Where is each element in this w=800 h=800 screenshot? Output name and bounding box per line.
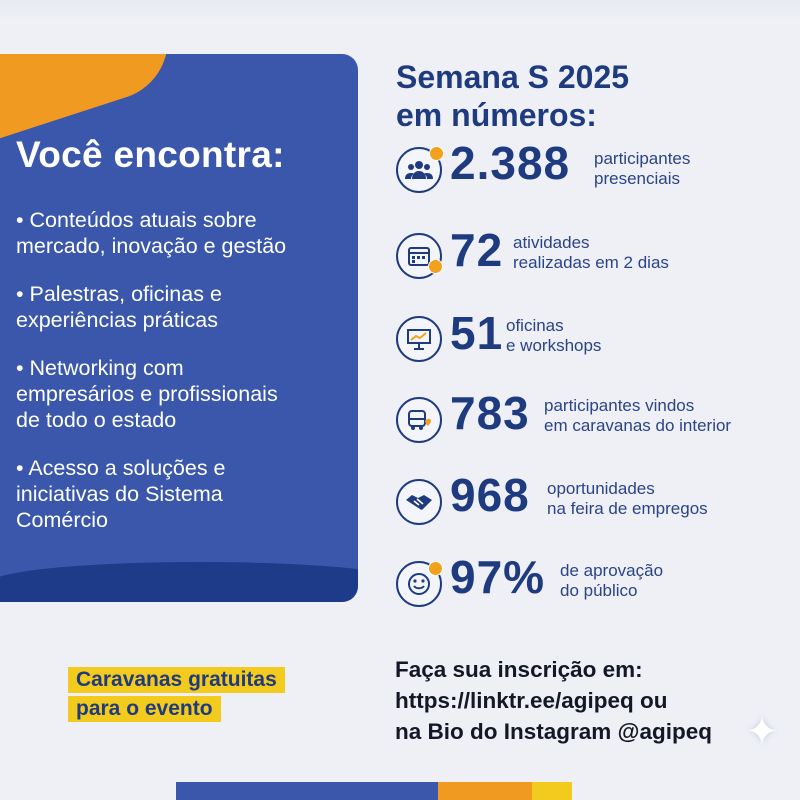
stat-item (396, 469, 796, 539)
bullet-line: de todo o estado (16, 408, 177, 432)
bullet-line: empresários e profissionais (16, 382, 278, 406)
bullet-item (16, 207, 346, 259)
stat-label: atividades realizadas em 2 dias (513, 233, 669, 272)
stat-item (396, 307, 796, 376)
stat-value: 783 (450, 387, 530, 439)
people-icon (396, 147, 442, 193)
stat-label: de aprovação do público (560, 561, 664, 600)
registration-line: Faça sua inscrição em: (395, 657, 643, 682)
stat-label: oficinas e workshops (506, 316, 602, 355)
stat-value: 72 (450, 224, 504, 276)
bullet-line: • Acesso a soluções e (16, 456, 226, 480)
stat-item (396, 137, 796, 207)
caravan-label-line: Caravanas gratuitas (68, 667, 285, 693)
bullet-item (16, 455, 346, 533)
stat-value: 51 (450, 307, 504, 359)
bottom-bar-blue (176, 782, 438, 800)
stat-item (396, 387, 796, 457)
stat-value: 968 (450, 469, 530, 521)
bullet-line: • Networking com (16, 356, 184, 380)
bullet-line: • Conteúdos atuais sobre (16, 208, 257, 232)
bullet-line: Comércio (16, 508, 108, 532)
bullet-line: mercado, inovação e gestão (16, 234, 287, 258)
bottom-bar-orange (438, 782, 532, 800)
stat-value: 97% (450, 551, 546, 603)
panel-title: Você encontra: (16, 134, 285, 175)
registration-info (395, 654, 712, 747)
bullet-item (16, 355, 346, 433)
bullet-line: experiências práticas (16, 308, 218, 332)
stats-title (396, 58, 629, 134)
stats-title-line: em números: (396, 97, 597, 133)
handshake-icon (396, 479, 442, 525)
stat-value: 2.388 (450, 137, 571, 189)
registration-link[interactable]: https://linktr.ee/agipeq ou (395, 688, 668, 713)
stat-label: participantes vindos em caravanas do interior (544, 396, 732, 435)
caravan-label-line: para o evento (68, 696, 221, 722)
bottom-bar-yellow (532, 782, 572, 800)
bullet-item (16, 281, 346, 333)
caravan-label (68, 667, 285, 725)
smiley-icon (396, 561, 442, 607)
bullet-line: • Palestras, oficinas e (16, 282, 222, 306)
presentation-icon (396, 316, 442, 362)
bus-icon (396, 397, 442, 443)
stat-item (396, 551, 796, 621)
bullet-list (16, 207, 346, 555)
calendar-icon (396, 233, 442, 279)
orange-accent-shape (0, 54, 183, 144)
sparkle-icon: ✦ (745, 709, 779, 755)
stat-item (396, 224, 796, 293)
stat-label: oportunidades na feira de empregos (547, 479, 708, 518)
panel-wave (0, 562, 358, 602)
top-strip (0, 0, 800, 22)
registration-line: na Bio do Instagram @agipeq (395, 719, 712, 744)
stat-label: participantes presenciais (594, 149, 691, 188)
stats-title-line: Semana S 2025 (396, 59, 630, 95)
bullet-line: iniciativas do Sistema (16, 482, 223, 506)
